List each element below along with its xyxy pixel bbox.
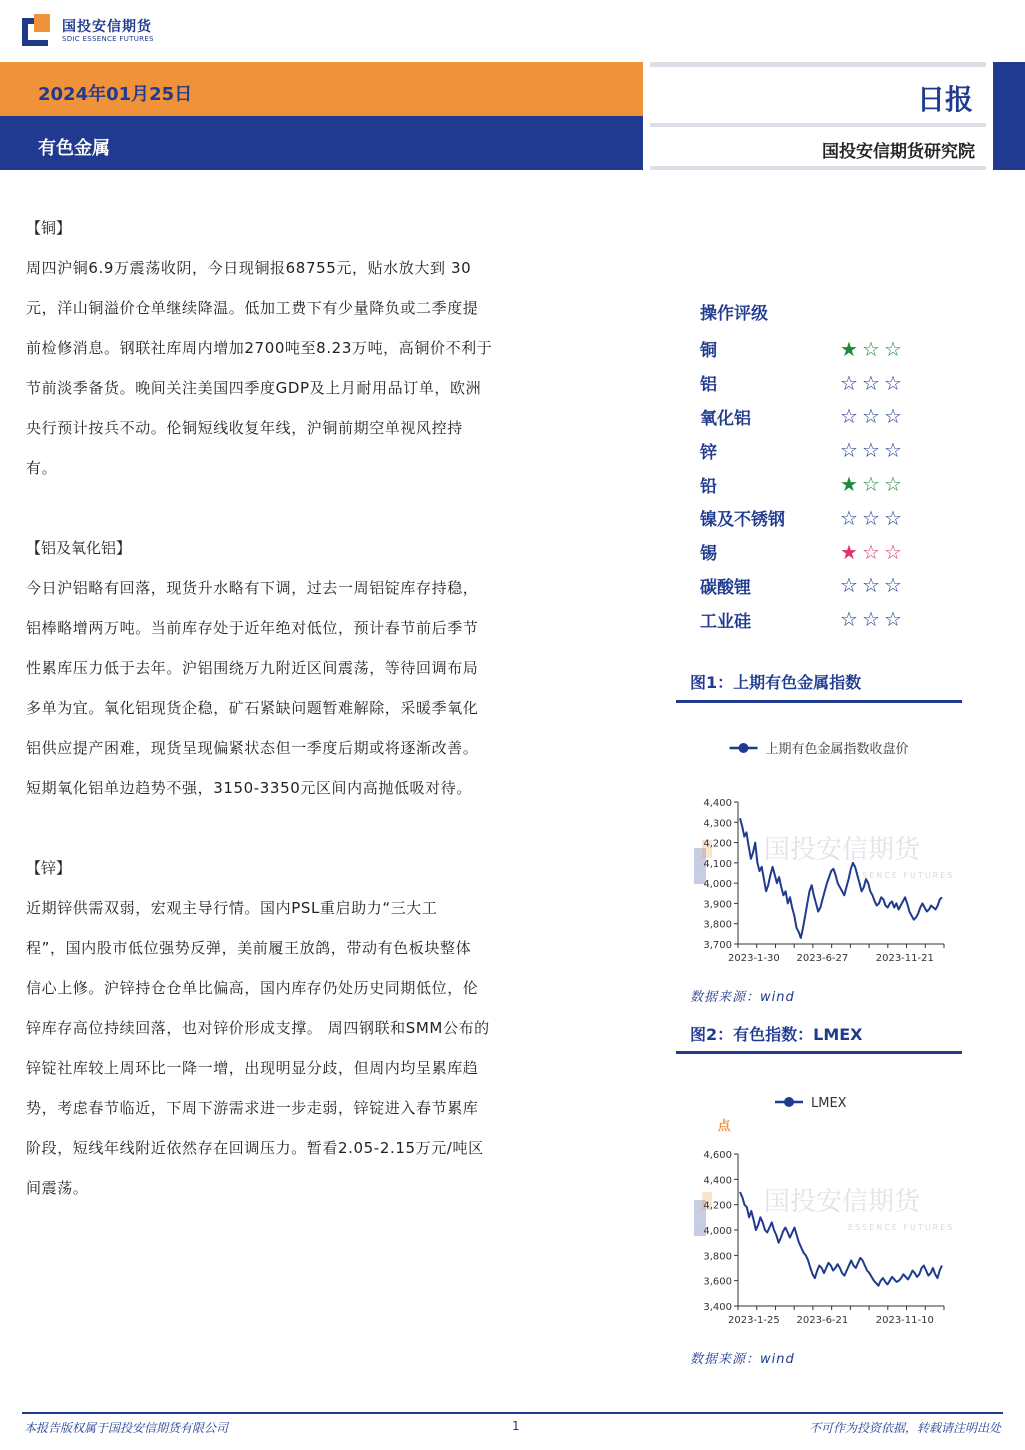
y-tick-label: 4,100 <box>703 858 732 870</box>
x-tick-label: 2023-11-21 <box>875 953 934 964</box>
empty-star-icon: ☆ <box>884 573 902 598</box>
rating-commodity: 氧化铝 <box>700 408 751 429</box>
rating-stars <box>838 438 904 462</box>
rating-stars <box>838 573 904 597</box>
paragraph-line: 元，洋山铜溢价仓单继续降温。低加工费下有少量降负或二季度提 <box>26 299 479 317</box>
empty-star-icon: ☆ <box>840 370 858 395</box>
paragraph-line: 有。 <box>26 459 58 477</box>
rating-stars <box>838 607 904 631</box>
section-zinc <box>26 848 608 1208</box>
report-sector: 有色金属 <box>38 138 110 159</box>
logo-name-en: SDIC ESSENCE FUTURES <box>62 34 154 43</box>
empty-star-icon: ☆ <box>862 336 880 361</box>
section-title: 【铝及氧化铝】 <box>26 539 132 557</box>
paragraph-line: 间震荡。 <box>26 1179 89 1197</box>
company-logo <box>22 14 154 48</box>
paragraph-line: 阶段，短线年线附近依然存在回调压力。暂看2.05-2.15万元/吨区 <box>26 1139 484 1157</box>
y-tick-label: 3,800 <box>703 1251 732 1263</box>
empty-star-icon: ☆ <box>884 539 902 564</box>
rating-commodity: 镍及不锈钢 <box>700 510 785 531</box>
section-aluminum <box>26 528 608 808</box>
paragraph-line: 央行预计按兵不动。伦铜短线收复年线，沪铜前期空单视风控持 <box>26 419 463 437</box>
figure-2-rule <box>676 1051 962 1054</box>
figure-1-chart <box>676 726 962 970</box>
y-tick-label: 3,900 <box>703 899 732 911</box>
paragraph-line: 周四沪铜6.9万震荡收阴，今日现铜报68755元，贴水放大到 30 <box>26 259 472 277</box>
watermark-text: 国投安信期货 <box>764 1187 921 1217</box>
rating-commodity: 铅 <box>700 476 717 497</box>
rating-commodity: 工业硅 <box>700 611 751 632</box>
unit-label: 点 <box>717 1119 731 1134</box>
report-type: 日报 <box>916 83 973 116</box>
y-tick-label: 4,200 <box>703 1200 732 1212</box>
rating-commodity: 锌 <box>700 442 717 463</box>
footer-disclaimer: 不可作为投资依据，转载请注明出处 <box>808 1421 1001 1435</box>
paragraph-line: 今日沪铝略有回落，现货升水略有下调，过去一周铝锭库存持稳， <box>26 579 479 597</box>
empty-star-icon: ☆ <box>862 505 880 530</box>
footer-rule <box>22 1412 1003 1414</box>
paragraph-line: 锌锭社库较上周环比一降一增，出现明显分歧，但周内均呈累库趋 <box>26 1059 479 1077</box>
rating-row <box>700 332 904 366</box>
empty-star-icon: ☆ <box>840 404 858 429</box>
paragraph-line: 势，考虑春节临近，下周下游需求进一步走弱，锌锭进入春节累库 <box>26 1099 479 1117</box>
y-tick-label: 3,400 <box>703 1302 732 1313</box>
rating-stars <box>838 371 904 395</box>
institute-name: 国投安信期货研究院 <box>822 142 975 162</box>
y-tick-label: 4,000 <box>703 879 732 891</box>
paragraph-line: 性累库压力低于去年。沪铝围绕万九附近区间震荡，等待回调布局 <box>26 659 479 677</box>
watermark-text: 国投安信期货 <box>764 835 921 865</box>
header-divider-mid <box>650 123 986 127</box>
paragraph-line: 铝棒略增两万吨。当前库存处于近年绝对低位，预计春节前后季节 <box>26 619 479 637</box>
logo-name-cn: 国投安信期货 <box>62 18 152 35</box>
empty-star-icon: ☆ <box>862 539 880 564</box>
section-copper <box>26 208 608 488</box>
paragraph-line: 近期锌供需双弱，宏观主导行情。国内PSL重启助力“三大工 <box>26 899 438 917</box>
paragraph-line: 短期氧化铝单边趋势不强，3150-3350元区间内高抛低吸对待。 <box>26 779 472 797</box>
figure-1-source: 数据来源：wind <box>690 990 795 1005</box>
rating-stars <box>838 337 904 361</box>
x-tick-label: 2023-6-21 <box>796 1315 849 1326</box>
y-tick-label: 3,600 <box>703 1276 732 1288</box>
empty-star-icon: ☆ <box>862 472 880 497</box>
rating-commodity: 碳酸锂 <box>700 577 751 598</box>
watermark-text-en: ESSENCE FUTURES <box>848 1223 955 1232</box>
watermark-text-en: ESSENCE FUTURES <box>848 871 955 880</box>
empty-star-icon: ☆ <box>862 573 880 598</box>
paragraph-line: 铝供应提产困难，现货呈现偏紧状态但一季度后期或将逐渐改善。 <box>26 739 479 757</box>
rating-row <box>700 433 904 467</box>
empty-star-icon: ☆ <box>884 370 902 395</box>
rating-stars <box>838 540 904 564</box>
rating-commodity: 铝 <box>700 375 717 396</box>
figure-2-source: 数据来源：wind <box>690 1352 795 1367</box>
rating-row <box>700 400 904 434</box>
header-divider-top <box>650 62 986 67</box>
y-tick-label: 4,200 <box>703 838 732 850</box>
legend-marker-icon <box>784 1097 794 1107</box>
paragraph-line: 程”，国内股市低位强势反弹，美前履王放鸽，带动有色板块整体 <box>26 939 472 957</box>
rating-panel <box>700 296 904 636</box>
header-divider-bottom <box>650 166 986 170</box>
empty-star-icon: ☆ <box>884 438 902 463</box>
page-number: 1 <box>512 1419 520 1433</box>
y-tick-label: 4,400 <box>703 798 732 809</box>
rating-commodity: 锡 <box>700 544 717 565</box>
empty-star-icon: ☆ <box>884 472 902 497</box>
y-tick-label: 4,000 <box>703 1226 732 1237</box>
figure-2-title: 图2：有色指数：LMEX <box>690 1025 863 1044</box>
filled-star-icon: ★ <box>840 336 858 361</box>
rating-stars <box>838 472 904 496</box>
empty-star-icon: ☆ <box>862 607 880 632</box>
figure-1-rule <box>676 700 962 703</box>
empty-star-icon: ☆ <box>840 438 858 463</box>
y-tick-label: 3,700 <box>703 940 732 951</box>
rating-row <box>700 569 904 603</box>
legend-marker-icon <box>739 743 749 753</box>
filled-star-icon: ★ <box>840 472 858 497</box>
empty-star-icon: ☆ <box>840 573 858 598</box>
legend-label: 上期有色金属指数收盘价 <box>765 742 909 757</box>
footer-copyright: 本报告版权属于国投安信期货有限公司 <box>24 1421 229 1435</box>
y-tick-label: 3,800 <box>703 919 732 931</box>
filled-star-icon: ★ <box>840 539 858 564</box>
y-tick-label: 4,300 <box>703 818 732 830</box>
rating-row <box>700 467 904 501</box>
empty-star-icon: ☆ <box>884 607 902 632</box>
rating-row <box>700 602 904 636</box>
paragraph-line: 前检修消息。钢联社库周内增加2700吨至8.23万吨，高铜价不利于 <box>26 339 493 357</box>
rating-stars <box>838 506 904 530</box>
x-tick-label: 2023-11-10 <box>875 1315 934 1326</box>
header-edge-block <box>993 62 1025 170</box>
empty-star-icon: ☆ <box>840 505 858 530</box>
paragraph-line: 信心上修。沪锌持仓仓单比偏高，国内库存仍处历史同期低位，伦 <box>26 979 479 997</box>
rating-title: 操作评级 <box>700 304 768 324</box>
rating-stars <box>838 404 904 428</box>
y-tick-label: 4,400 <box>703 1175 732 1187</box>
rating-row <box>700 535 904 569</box>
empty-star-icon: ☆ <box>862 438 880 463</box>
commentary-body <box>26 208 608 1208</box>
empty-star-icon: ☆ <box>862 370 880 395</box>
rating-commodity: 铜 <box>700 341 717 362</box>
empty-star-icon: ☆ <box>884 505 902 530</box>
empty-star-icon: ☆ <box>862 404 880 429</box>
figure-2-chart <box>676 1080 962 1332</box>
rating-row <box>700 366 904 400</box>
empty-star-icon: ☆ <box>884 404 902 429</box>
x-tick-label: 2023-6-27 <box>796 953 849 964</box>
section-title: 【铜】 <box>26 219 72 237</box>
y-tick-label: 4,600 <box>703 1150 732 1161</box>
legend-label: LMEX <box>811 1096 847 1111</box>
paragraph-line: 锌库存高位持续回落，也对锌价形成支撑。 周四钢联和SMM公布的 <box>26 1019 490 1037</box>
rating-row <box>700 501 904 535</box>
logo-mark-icon <box>22 14 56 48</box>
empty-star-icon: ☆ <box>884 336 902 361</box>
paragraph-line: 多单为宜。氧化铝现货企稳，矿石紧缺问题暂难解除，采暖季氧化 <box>26 699 479 717</box>
report-date: 2024年01月25日 <box>38 84 193 105</box>
figure-1-title: 图1：上期有色金属指数 <box>690 673 862 692</box>
section-title: 【锌】 <box>26 859 72 877</box>
x-tick-label: 2023-1-30 <box>728 953 780 964</box>
paragraph-line: 节前淡季备货。晚间关注美国四季度GDP及上月耐用品订单，欧洲 <box>26 379 482 397</box>
x-tick-label: 2023-1-25 <box>728 1315 780 1326</box>
empty-star-icon: ☆ <box>840 607 858 632</box>
